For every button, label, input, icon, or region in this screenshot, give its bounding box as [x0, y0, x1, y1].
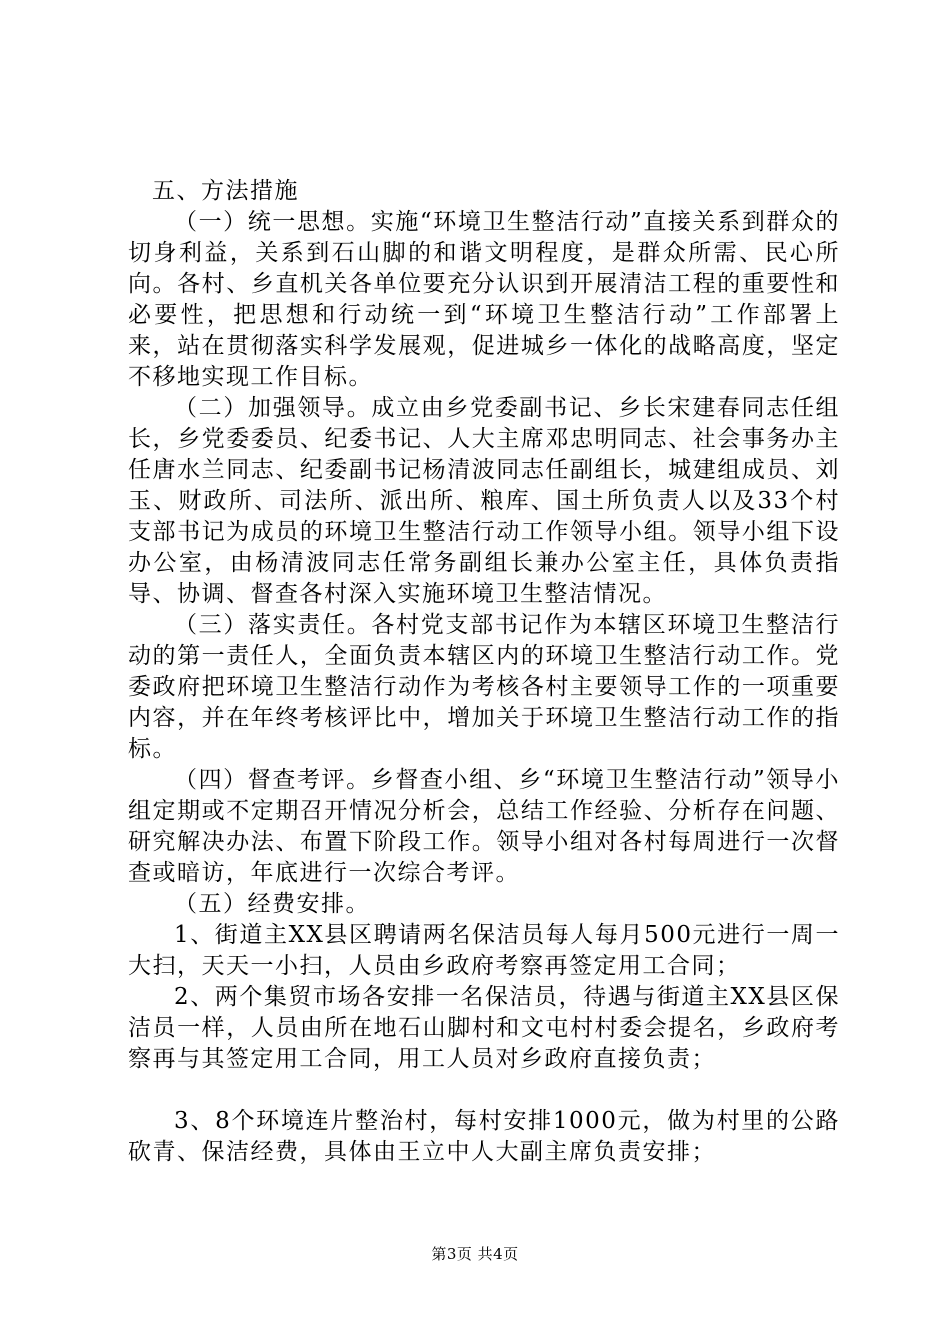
paragraph-supervision-evaluation: （四）督查考评。乡督查小组、乡“环境卫生整洁行动”领导小组定期或不定期召开情况分析会，总结工作经验、分析存在问题、研究解决办法、布置下阶段工作。领导小组对各村每周进行一次督查或暗访，年底进行一次综合考评。: [128, 767, 840, 886]
list-item-market-cleaners: 2、两个集贸市场各安排一名保洁员，待遇与街道主XX县区保洁员一样，人员由所在地石山脚村和文屯村村委会提名，乡政府考察再与其签定用工合同，用工人员对乡政府直接负责；: [128, 984, 840, 1072]
page-footer: 第3页 共4页: [431, 1245, 519, 1263]
document-body: [128, 176, 840, 1168]
paragraph-unify-thinking: （一）统一思想。实施“环境卫生整洁行动”直接关系到群众的切身利益，关系到石山脚的和谐文明程度，是群众所需、民心所向。各村、乡直机关各单位要充分认识到开展清洁工程的重要性和必要性，把思想和行动统一到“环境卫生整洁行动”工作部署上来，站在贯彻落实科学发展观，促进城乡一体化的战略高度，坚定不移地实现工作目标。: [128, 209, 840, 390]
list-item-street-cleaners: 1、街道主XX县区聘请两名保洁员每人每月500元进行一周一大扫，天天一小扫，人员由乡政府考察再签定用工合同；: [128, 922, 840, 979]
paragraph-funding-arrangement: （五）经费安排。: [174, 891, 370, 917]
list-item-village-funding: 3、8个环境连片整治村，每村安排1000元，做为村里的公路砍青、保洁经费，具体由王立中人大副主席负责安排；: [128, 1108, 840, 1165]
paragraph-implement-responsibility: （三）落实责任。各村党支部书记作为本辖区环境卫生整洁行动的第一责任人，全面负责本辖区内的环境卫生整洁行动工作。党委政府把环境卫生整洁行动作为考核各村主要领导工作的一项重要内容，并在年终考核评比中，增加关于环境卫生整洁行动工作的指标。: [128, 612, 840, 762]
paragraph-strengthen-leadership: （二）加强领导。成立由乡党委副书记、乡长宋建春同志任组长，乡党委委员、纪委书记、人大主席邓忠明同志、社会事务办主任唐水兰同志、纪委副书记杨清波同志任副组长，城建组成员、刘玉、财政所、司法所、派出所、粮库、国土所负责人以及33个村支部书记为成员的环境卫生整洁行动工作领导小组。领导小组下设办公室，由杨清波同志任常务副组长兼办公室主任，具体负责指导、协调、督查各村深入实施环境卫生整洁情况。: [128, 395, 840, 607]
section-heading: 五、方法措施: [152, 178, 299, 204]
